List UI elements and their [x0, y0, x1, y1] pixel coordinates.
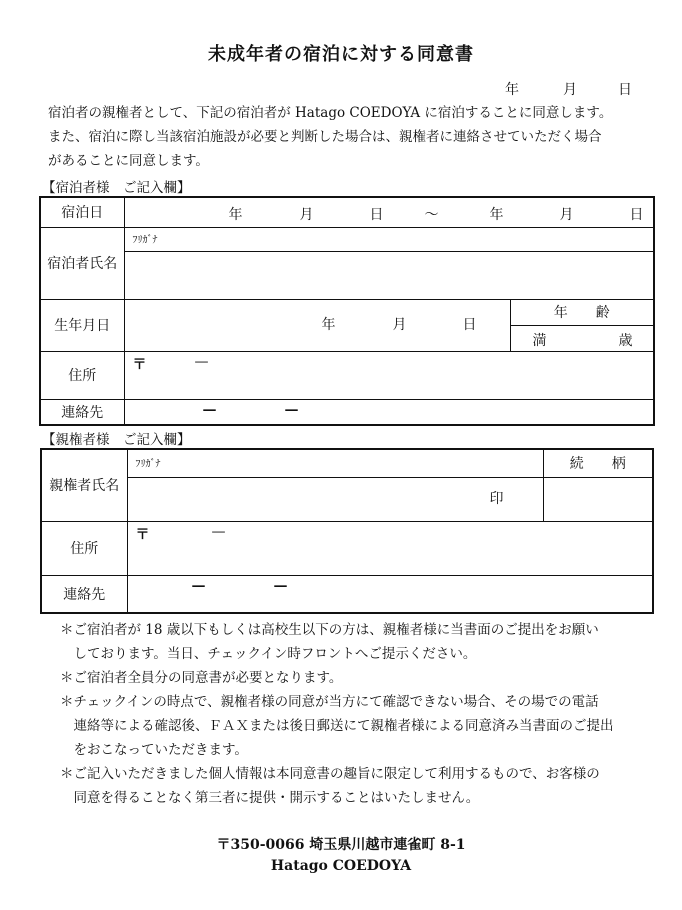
- note-line-2: しております。当日、チェックイン時フロントへご提示ください。: [60, 646, 477, 662]
- guest-furigana-field[interactable]: [124, 227, 654, 251]
- parent-name-field[interactable]: [127, 477, 543, 521]
- stay-to-month: 月: [559, 207, 574, 223]
- parent-contact-label: 連絡先: [41, 575, 127, 613]
- stay-to-year: 年: [489, 207, 504, 223]
- parent-furigana-label: ﾌﾘｶﾞﾅ: [135, 459, 161, 471]
- date-year: 年: [505, 82, 519, 98]
- stay-date-label: 宿泊日: [40, 197, 124, 227]
- seal-mark: 印: [489, 490, 504, 507]
- note-line-5: 連絡等による確認後、ＦＡＸまたは後日郵送にて親権者様による同意済み当書面のご提出: [60, 718, 614, 734]
- note-line-6: をおこなっていただきます。: [60, 742, 248, 758]
- age-full-label: 満: [532, 332, 547, 349]
- relation-label: 続 柄: [543, 449, 653, 477]
- note-line-1: ＊ご宿泊者が 18 歳以下もしくは高校生以下の方は、親権者様に当書面のご提出をお願い: [60, 622, 599, 638]
- parent-address-field[interactable]: [127, 521, 653, 575]
- parent-section-heading: 【親権者様 ご記入欄】: [42, 432, 191, 448]
- birth-date-label: 生年月日: [40, 299, 124, 351]
- stay-from-year: 年: [228, 207, 243, 223]
- guest-postal-dash: —: [194, 353, 209, 370]
- birth-year: 年: [321, 316, 336, 333]
- note-line-3: ＊ご宿泊者全員分の同意書が必要となります。: [60, 670, 343, 686]
- parent-contact-field[interactable]: [127, 575, 653, 613]
- guest-contact-dash-1: —: [202, 401, 217, 418]
- intro-line-3: があることに同意します。: [48, 153, 209, 169]
- birth-month: 月: [392, 316, 407, 333]
- parent-address-label: 住所: [41, 521, 127, 575]
- footer-address: 〒350-0066 埼玉県川越市連雀町 8-1: [216, 837, 466, 853]
- stay-from-day: 日: [369, 207, 384, 223]
- parent-furigana-field[interactable]: [127, 449, 543, 477]
- parent-postal-mark: 〒: [135, 526, 150, 543]
- date-day: 日: [618, 82, 632, 98]
- guest-name-label: 宿泊者氏名: [40, 227, 124, 299]
- birth-day: 日: [462, 316, 477, 333]
- parent-contact-dash-1: —: [191, 577, 206, 594]
- parent-name-label: 親権者氏名: [41, 449, 127, 521]
- age-field[interactable]: [510, 325, 654, 351]
- note-line-8: 同意を得ることなく第三者に提供・開示することはいたしません。: [60, 790, 480, 806]
- note-line-4: ＊チェックインの時点で、親権者様の同意が当方にて確認できない場合、その場での電話: [60, 694, 599, 710]
- document-title: 未成年者の宿泊に対する同意書: [208, 44, 474, 65]
- guest-contact-field[interactable]: [124, 399, 654, 425]
- guest-contact-dash-2: —: [284, 401, 299, 418]
- guest-address-label: 住所: [40, 351, 124, 399]
- guest-postal-mark: 〒: [132, 356, 147, 373]
- guest-name-field[interactable]: [124, 251, 654, 299]
- parent-form-table: [40, 448, 654, 614]
- note-line-7: ＊ご記入いただきました個人情報は本同意書の趣旨に限定して利用するもので、お客様の: [60, 766, 600, 782]
- stay-to-day: 日: [629, 207, 644, 223]
- guest-contact-label: 連絡先: [40, 399, 124, 425]
- footer-name: Hatago COEDOYA: [270, 858, 412, 874]
- parent-postal-dash: —: [211, 523, 226, 540]
- intro-line-2: また、宿泊に際し当該宿泊施設が必要と判断した場合は、親権者に連絡させていただく場合: [48, 129, 602, 145]
- birth-date-field[interactable]: [124, 299, 510, 351]
- guest-form-table: [39, 196, 655, 426]
- intro-line-1: 宿泊者の親権者として、下記の宿泊者が Hatago COEDOYA に宿泊することに同意します。: [48, 105, 613, 121]
- guest-address-field[interactable]: [124, 351, 654, 399]
- age-unit-label: 歳: [618, 332, 633, 349]
- relation-field[interactable]: [543, 477, 653, 521]
- guest-furigana-label: ﾌﾘｶﾞﾅ: [132, 235, 158, 246]
- stay-date-field[interactable]: [124, 197, 654, 227]
- age-header: 年 齢: [510, 299, 654, 325]
- guest-section-heading: 【宿泊者様 ご記入欄】: [42, 180, 191, 196]
- stay-tilde: ～: [424, 207, 439, 223]
- date-month: 月: [563, 82, 577, 98]
- stay-from-month: 月: [299, 207, 314, 223]
- parent-contact-dash-2: —: [273, 577, 288, 594]
